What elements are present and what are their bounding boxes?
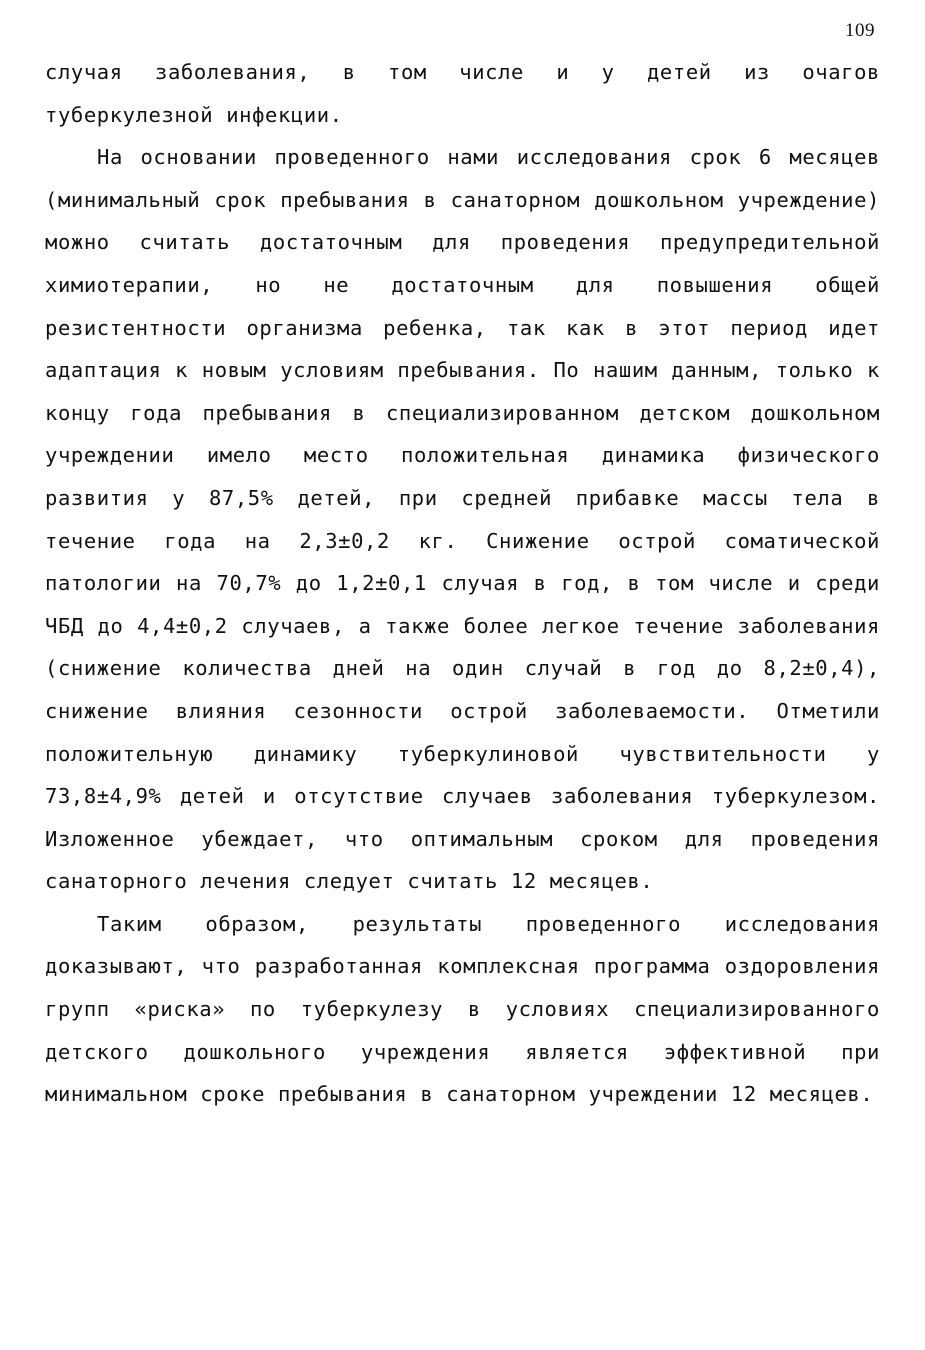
paragraph-study-results: На основании проведенного нами исследования срок 6 месяцев (минимальный срок пребывания в санаторном дошкольном учреждение) можно считать достаточным для проведения предупредительной химиотерапии, но не достаточным для повышения общей резистентности организма ребенка, так как в этот период идет адаптация к новым условиям пребывания. По нашим данным, только к концу года пребывания в специализированном детском дошкольном учреждении имело место положительная динамика физического развития у 87,5% детей, при средней прибавке массы тела в течение года на 2,3±0,2 кг. Снижение острой соматической патологии на 70,7% до 1,2±0,1 случая в год, в том числе и среди ЧБД до 4,4±0,2 случаев, а также более легкое течение заболевания (снижение количества дней на один случай в год до 8,2±0,4), снижение влияния сезонности острой заболеваемости. Отметили положительную динамику туберкулиновой чувствительности у 73,8±4,9% детей и отсутствие случаев заболевания туберкулезом. Изложенное убеждает, что оптимальным сроком для проведения санаторного лечения следует считать 12 месяцев. [45, 145, 880, 894]
body-text [45, 51, 880, 1116]
paragraph-continuation: случая заболевания, в том числе и у детей из очагов туберкулезной инфекции. [45, 60, 880, 127]
paragraph-conclusion: Таким образом, результаты проведенного исследования доказывают, что разработанная комплексная программа оздоровления групп «риска» по туберкулезу в условиях специализированного детского дошкольного учреждения является эффективной при минимальном сроке пребывания в санаторном учреждении 12 месяцев. [45, 911, 880, 1107]
page-number: 109 [845, 20, 875, 41]
